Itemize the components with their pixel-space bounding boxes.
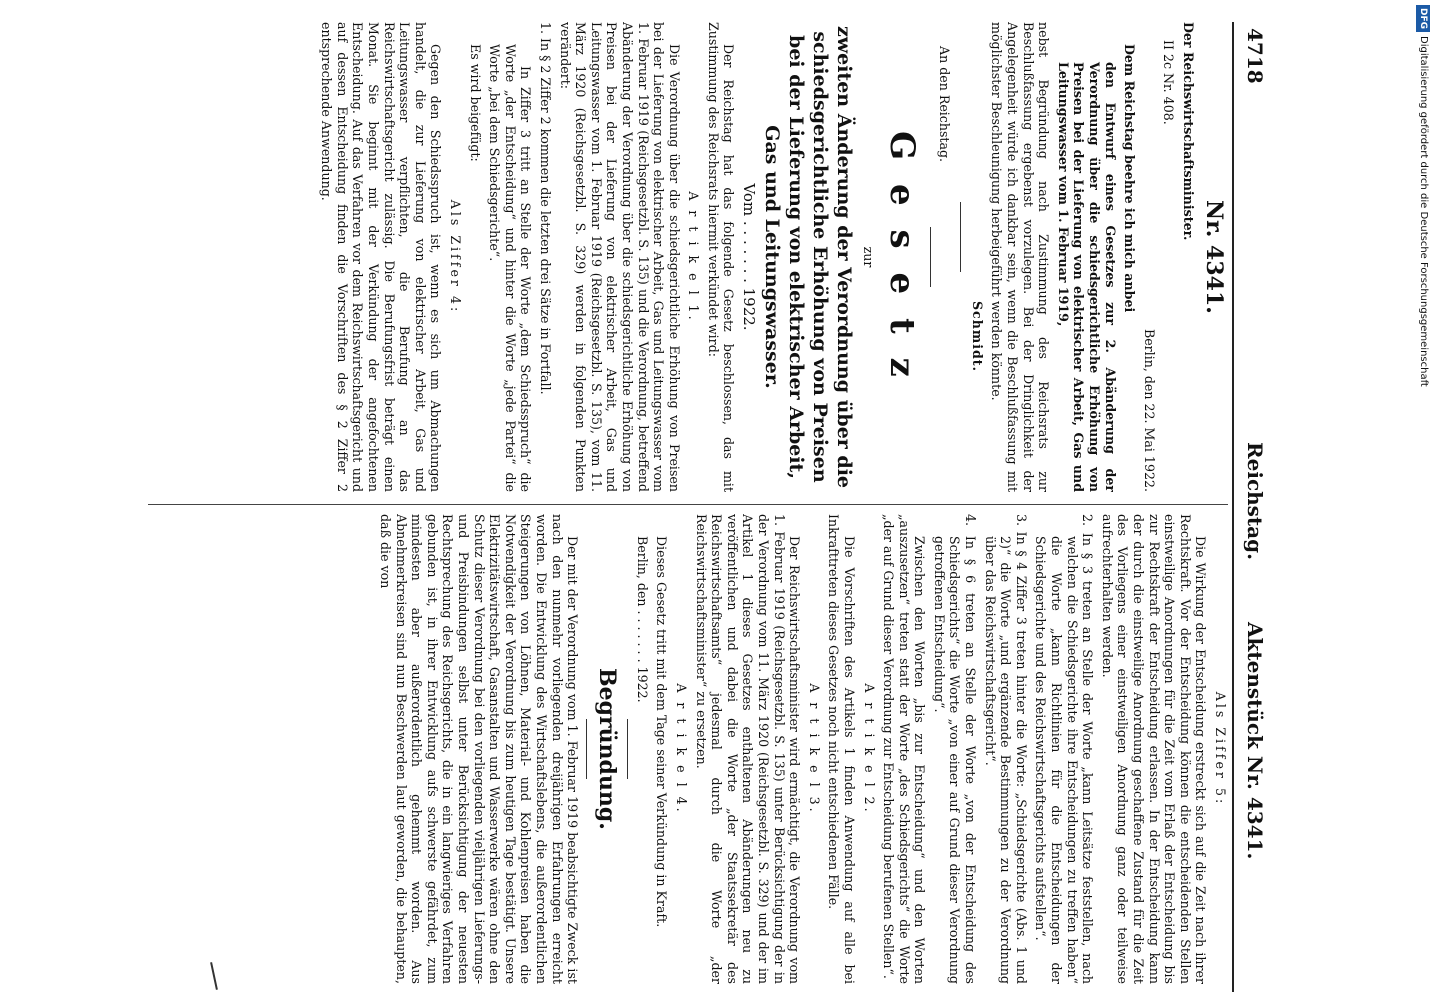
sender: Der Reichswirtschaftsminister. [1181,22,1196,241]
digitization-note [1413,5,1433,995]
divider [627,719,628,779]
article-1-heading: A r t i k e l 1. [686,191,702,323]
letter-start: Dem Reichstag beehre ich mich anbei [1122,44,1138,313]
law-zur: zur [860,246,876,268]
reference: II 2c Nr. 408. [1161,40,1177,125]
digitization-note-text-wrapper [1413,5,1433,995]
begruendung-heading: Begründung. [594,668,621,830]
article-1-text: Die Verordnung über die schiedsgerichtliche Erhöhung von Preisen bei der Lieferung von elektrischer Arbeit, Gas und Leitungswasser vom 1. Februar 1919 (Reichsgesetzbl. S. 135) und die Verordnung, betreffend Abänderung der Verordnung über die schiedsgerichtliche Erhöhung von Preisen bei der Lieferung von elektrischer Arbeit, Gas und Leitungswasser vom 1. Februar 1919 (Reichsgesetzbl. S. 135), vom 11. März 1920 (Reichsgesetzbl. S. 329) werden in folgenden Punkten verändert: [557,22,682,492]
page-header [1232,22,1268,992]
column-rule [148,504,1228,505]
ziffer-4-text: Gegen den Schiedsspruch ist, wenn es sich um Abmachungen handelt, die zur Lieferung von elektrischer Arbeit, Gas und Leitungswasser verpflichten, die Berufung an das Reichswirtschaftsgericht zulässig. Die Berufungsfrist beträgt einen Monat. Sie beginnt mit der Verkündung der angefochtenen Entscheidung. Auf das Verfahren vor dem Reichswirtschaftsgericht und auf dessen Entscheidung finden die Vorschriften des § 2 Ziffer 2 entsprechende Anwendung. [319,22,444,492]
addressee: An den Reichstag. [937,46,953,163]
header-title: Reichstag. [1243,442,1267,561]
article-4-text: Dieses Gesetz tritt mit dem Tage seiner Verkündung in Kraft. [654,536,670,928]
article-3-heading: A r t i k e l 3. [806,683,822,815]
digitization-note-text: Digitalisierung gefördert durch die Deutsche Forschungsgemeinschaft [1418,36,1429,387]
item-4b: Zwischen den Worten „bis zur Entscheidung“ und den Worten „auszusetzen“ treten statt der Worte „des Schiedsgerichts“ die Worte „der auf Grund dieser Verordnung zur Entscheidung berufenen Stellen“. [881,514,928,984]
item-3: 3. In § 4 Ziffer 3 treten hinter die Worte: „Schiedsgerichte (Abs. 1 und 2)“ die Worte „und ergänzende Bestimmungen zu der Verordnung über das Reichswirtschaftsgericht“. [982,514,1029,984]
signature: Schmidt. [969,300,985,372]
rotated-document-page [138,22,1268,992]
divider [586,719,587,779]
law-title: G e s e t z [881,131,922,383]
item-4: 4. In § 6 treten an Stelle der Worte „von der Entscheidung des Schiedsgerichts“ die Worte „von einer auf Grund dieser Verordnung getroffenen Entscheidung“. [931,514,979,984]
article-3-text: Der Reichswirtschaftsminister wird ermächtigt, die Verordnung vom 1. Februar 1919 (Reichsgesetzbl. S. 135) unter Berücksichtigung der in der Verordnung vom 11. März 1920 (Reichsgesetzbl. S. 329) und der im Artikel 1 dieses Gesetzes enthaltenen Abänderungen neu zu veröffentlichen und dabei die Worte „der Staatssekretär des Reichswirtschaftsamts“ jedesmal durch die Worte „der Reichswirtschaftsminister“ zu ersetzen. [693,514,803,984]
doc-label: Nr. 4341. [1201,200,1227,314]
vom-line: Vom . . . . . . . 1922. [740,183,759,331]
berlin-line: Berlin, den . . . . . . . 1922. [634,536,650,703]
item-2: 2. In § 3 treten an Stelle der Worte „kann Leitsätze feststellen, nach welchen die Schiedsgerichte ihre Entscheidungen zu treffen haben“ die Worte „kann Richtlinien für die Entscheidungen der Schiedsgerichte und des Reichswirtschaftsgerichts aufstellen“. [1033,514,1096,984]
date-line: Berlin, den 22. Mai 1922. [1141,328,1157,492]
article-2-heading: A r t i k e l 2. [861,683,877,815]
preamble: Der Reichstag hat das folgende Gesetz beschlossen, das mit Zustimmung des Reichsrats hiermit verkündet wird: [705,22,737,492]
dfg-logo: DFG [1416,5,1430,32]
ziffer-5-heading: Als Ziffer 5: [1213,691,1228,807]
begruendung-text: Der mit der Verordnung vom 1. Februar 1919 beabsichtigte Zweck ist nach den nunmehr vorliegenden dreijährigen Erfahrungen erreicht worden. Die Entwicklung des Wirtschaftslebens, die außerordentlichen Steigerungen von Löhnen, Material- und Kohlenpreisen haben die Notwendigkeit der Verordnung bis zum heutigen Tage bestätigt. Unsere Elektrizitätswirtschaft, Gasanstalten und Wasserwerke wären ohne den Schutz dieser Verordnung bei den vorliegenden vieljährigen Lieferungs- und Preisbindungen selbst unter Berücksichtigung der neuesten Rechtsprechung des Reichsgerichts, die in ein langwieriges Verfahren gebunden ist, in ihrer Entwicklung aufs schwerste gefährdet, zum mindesten aber außerordentlich gehemmt worden. Aus Abnehmerkreisen sind nun Beschwerden laut geworden, die behaupten, daß die von [378,514,581,984]
law-subtitle: zweiten Änderung der Verordnung über die schiedsgerichtliche Erhöhung von Preisen bei der Lieferung von elektrischer Arbeit, Gas und Leitungswasser. [761,25,856,489]
header-doc-number: Aktenstück Nr. 4341. [1243,622,1267,860]
letter-end: nebst Begründung nach Zustimmung des Reichsrats zur Beschlußfassung ergebenst vorzulegen. Bei der Dringlichkeit der Angelegenheit würde ich dankbar sein, wenn die Beschlußfassung mit möglichster Beschleunigung herbeigeführt werden könnte. [989,22,1052,492]
left-column [148,22,1228,492]
item-1b: In Ziffer 3 tritt an Stelle der Worte „dem Schiedsspruch“ die Worte „der Entscheidung“ und hinter die Worte „jede Partei“ die Worte „bei dem Schiedsgerichte“. [487,44,534,492]
article-4-heading: A r t i k e l 4. [674,683,689,815]
divider [960,202,961,272]
article-2-text: Die Vorschriften des Artikels 1 finden Anwendung auf alle bei Inkrafttreten dieses Gesetzes noch nicht entschiedenen Fälle. [826,514,857,984]
letter-bold: den Entwurf eines Gesetzes zur 2. Abänderung der Verordnung über die schiedsgerichtliche Erhöhung von Preisen bei der Lieferung von elektrischer Arbeit, Gas und Leitungswasser vom 1. Februar 1919, [1055,62,1118,492]
ziffer-5-text: Die Wirkung der Entscheidung erstreckt sich auf die Zeit nach ihrer Rechtskraft. Vor der Entscheidung können die entscheidenden Stellen einstweilige Anordnungen für die Zeit vom Erlaß der Entscheidung bis zur Rechtskraft der Entscheidung erlassen. In der Entscheidung kann der durch die einstweilige Anordnung geschaffene Zustand für die Zeit des Vorliegens einer einstweiligen Anordnung ganz oder teilweise aufrechterhalten werden. [1099,514,1209,984]
page-number: 4718 [1243,28,1267,84]
divider [930,227,931,287]
item-1: 1. In § 2 Ziffer 2 kommen die letzten drei Sätze in Fortfall. [537,22,553,395]
scanned-page [8,22,1408,992]
added-line: Es wird beigefügt: [467,44,483,162]
right-column [148,514,1228,984]
ziffer-4-heading: Als Ziffer 4: [448,199,463,315]
